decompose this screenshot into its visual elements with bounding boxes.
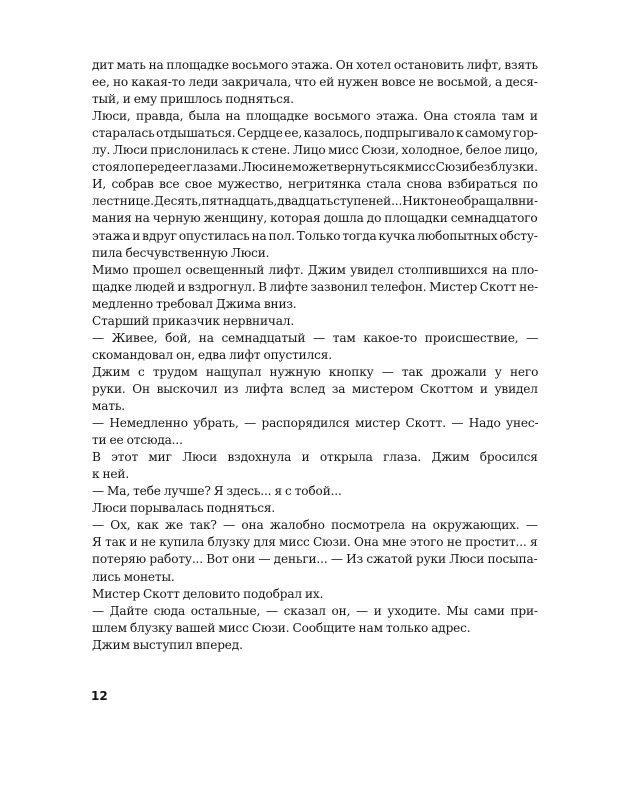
text-line: к ней. — [92, 467, 130, 482]
text-line: лу. Люси прислонилась к стене. Лицо мисс Сюзи, холодное, белое лицо, — [92, 143, 539, 158]
text-line: Мистер Скотт деловито подобрал их. — [92, 586, 324, 601]
text-line: Люси порывалась подняться. — [92, 501, 276, 516]
text-line: лись монеты. — [92, 569, 175, 584]
text-line: Джим выступил вперед. — [92, 637, 243, 652]
text-line: Люси, правда, была на площадке восьмого этажа. Она стояла там и — [92, 109, 538, 124]
text-line: ти ее отсюда... — [92, 433, 183, 448]
text-line: Старший приказчик нервничал. — [92, 313, 295, 328]
text-line: В этот миг Люси вздохнула и открыла глаза. Джим бросился — [92, 450, 538, 465]
text-line: — Ох, как же так? — она жалобно посмотрела на окружающих. — — [92, 518, 538, 533]
text-line: дит мать на площадке восьмого этажа. Он хотел остановить лифт, взять — [92, 58, 538, 72]
text-line: скомандовал он, едва лифт опустился. — [92, 347, 332, 362]
text-line: мать. — [92, 399, 125, 413]
text-line: тый, и ему пришлось подняться. — [92, 92, 294, 107]
text-line: — Немедленно убрать, — распорядился мистер Скотт. — Надо унес- — [92, 416, 539, 431]
text-line: Джим с трудом нащупал нужную кнопку — так дрожали у него — [92, 364, 539, 379]
text-line: стояло перед ее глазами. Люси не может вернуться к мисс Сюзи без блузки. — [92, 160, 538, 175]
text-line: потеряю работу... Вот они — деньги... — Из сжатой руки Люси посыпа- — [92, 552, 538, 567]
text-line: Я так и не купила блузку для мисс Сюзи. Она мне этого не простит... я — [92, 535, 538, 550]
text-line: старалась отдышаться. Сердце ее, казалось, подпрыгивало к самому гор- — [92, 126, 538, 141]
text-line: этажа и вдруг опустилась на пол. Только тогда кучка любопытных обсту- — [92, 228, 538, 243]
text-line: Мимо прошел освещенный лифт. Джим увидел столпившихся на пло- — [92, 262, 539, 277]
text-line: медленно требовал Джима вниз. — [92, 296, 297, 311]
text-line: лестнице. Десять, пятнадцать, двадцать ступеней... Никто не обращал вни- — [92, 194, 538, 209]
text-line: руки. Он выскочил из лифта вслед за мистером Скоттом и увидел — [92, 381, 538, 396]
text-line: щадке людей и вздрогнул. В лифте зазвонил телефон. Мистер Скотт не- — [92, 279, 539, 294]
text-line: И, собрав все свое мужество, негритянка стала снова взбираться по — [92, 177, 538, 192]
page-number: 12 — [91, 689, 108, 703]
text-line: — Дайте сюда остальные, — сказал он, — и уходите. Мы сами при- — [92, 603, 538, 618]
text-line: мания на черную женщину, которая дошла до площадки семнадцатого — [92, 211, 538, 226]
text-line: — Ма, тебе лучше? Я здесь... я с тобой... — [92, 484, 342, 499]
text-line: шлем блузку вашей мисс Сюзи. Сообщите нам только адрес. — [92, 620, 471, 635]
text-line: — Живее, бой, на семнадцатый — там какое-то происшествие, — — [92, 330, 539, 345]
text-line: ее, но какая-то леди закричала, что ей нужен вовсе не восьмой, а деся- — [92, 75, 538, 90]
text-line: пила бесчувственную Люси. — [92, 245, 270, 260]
